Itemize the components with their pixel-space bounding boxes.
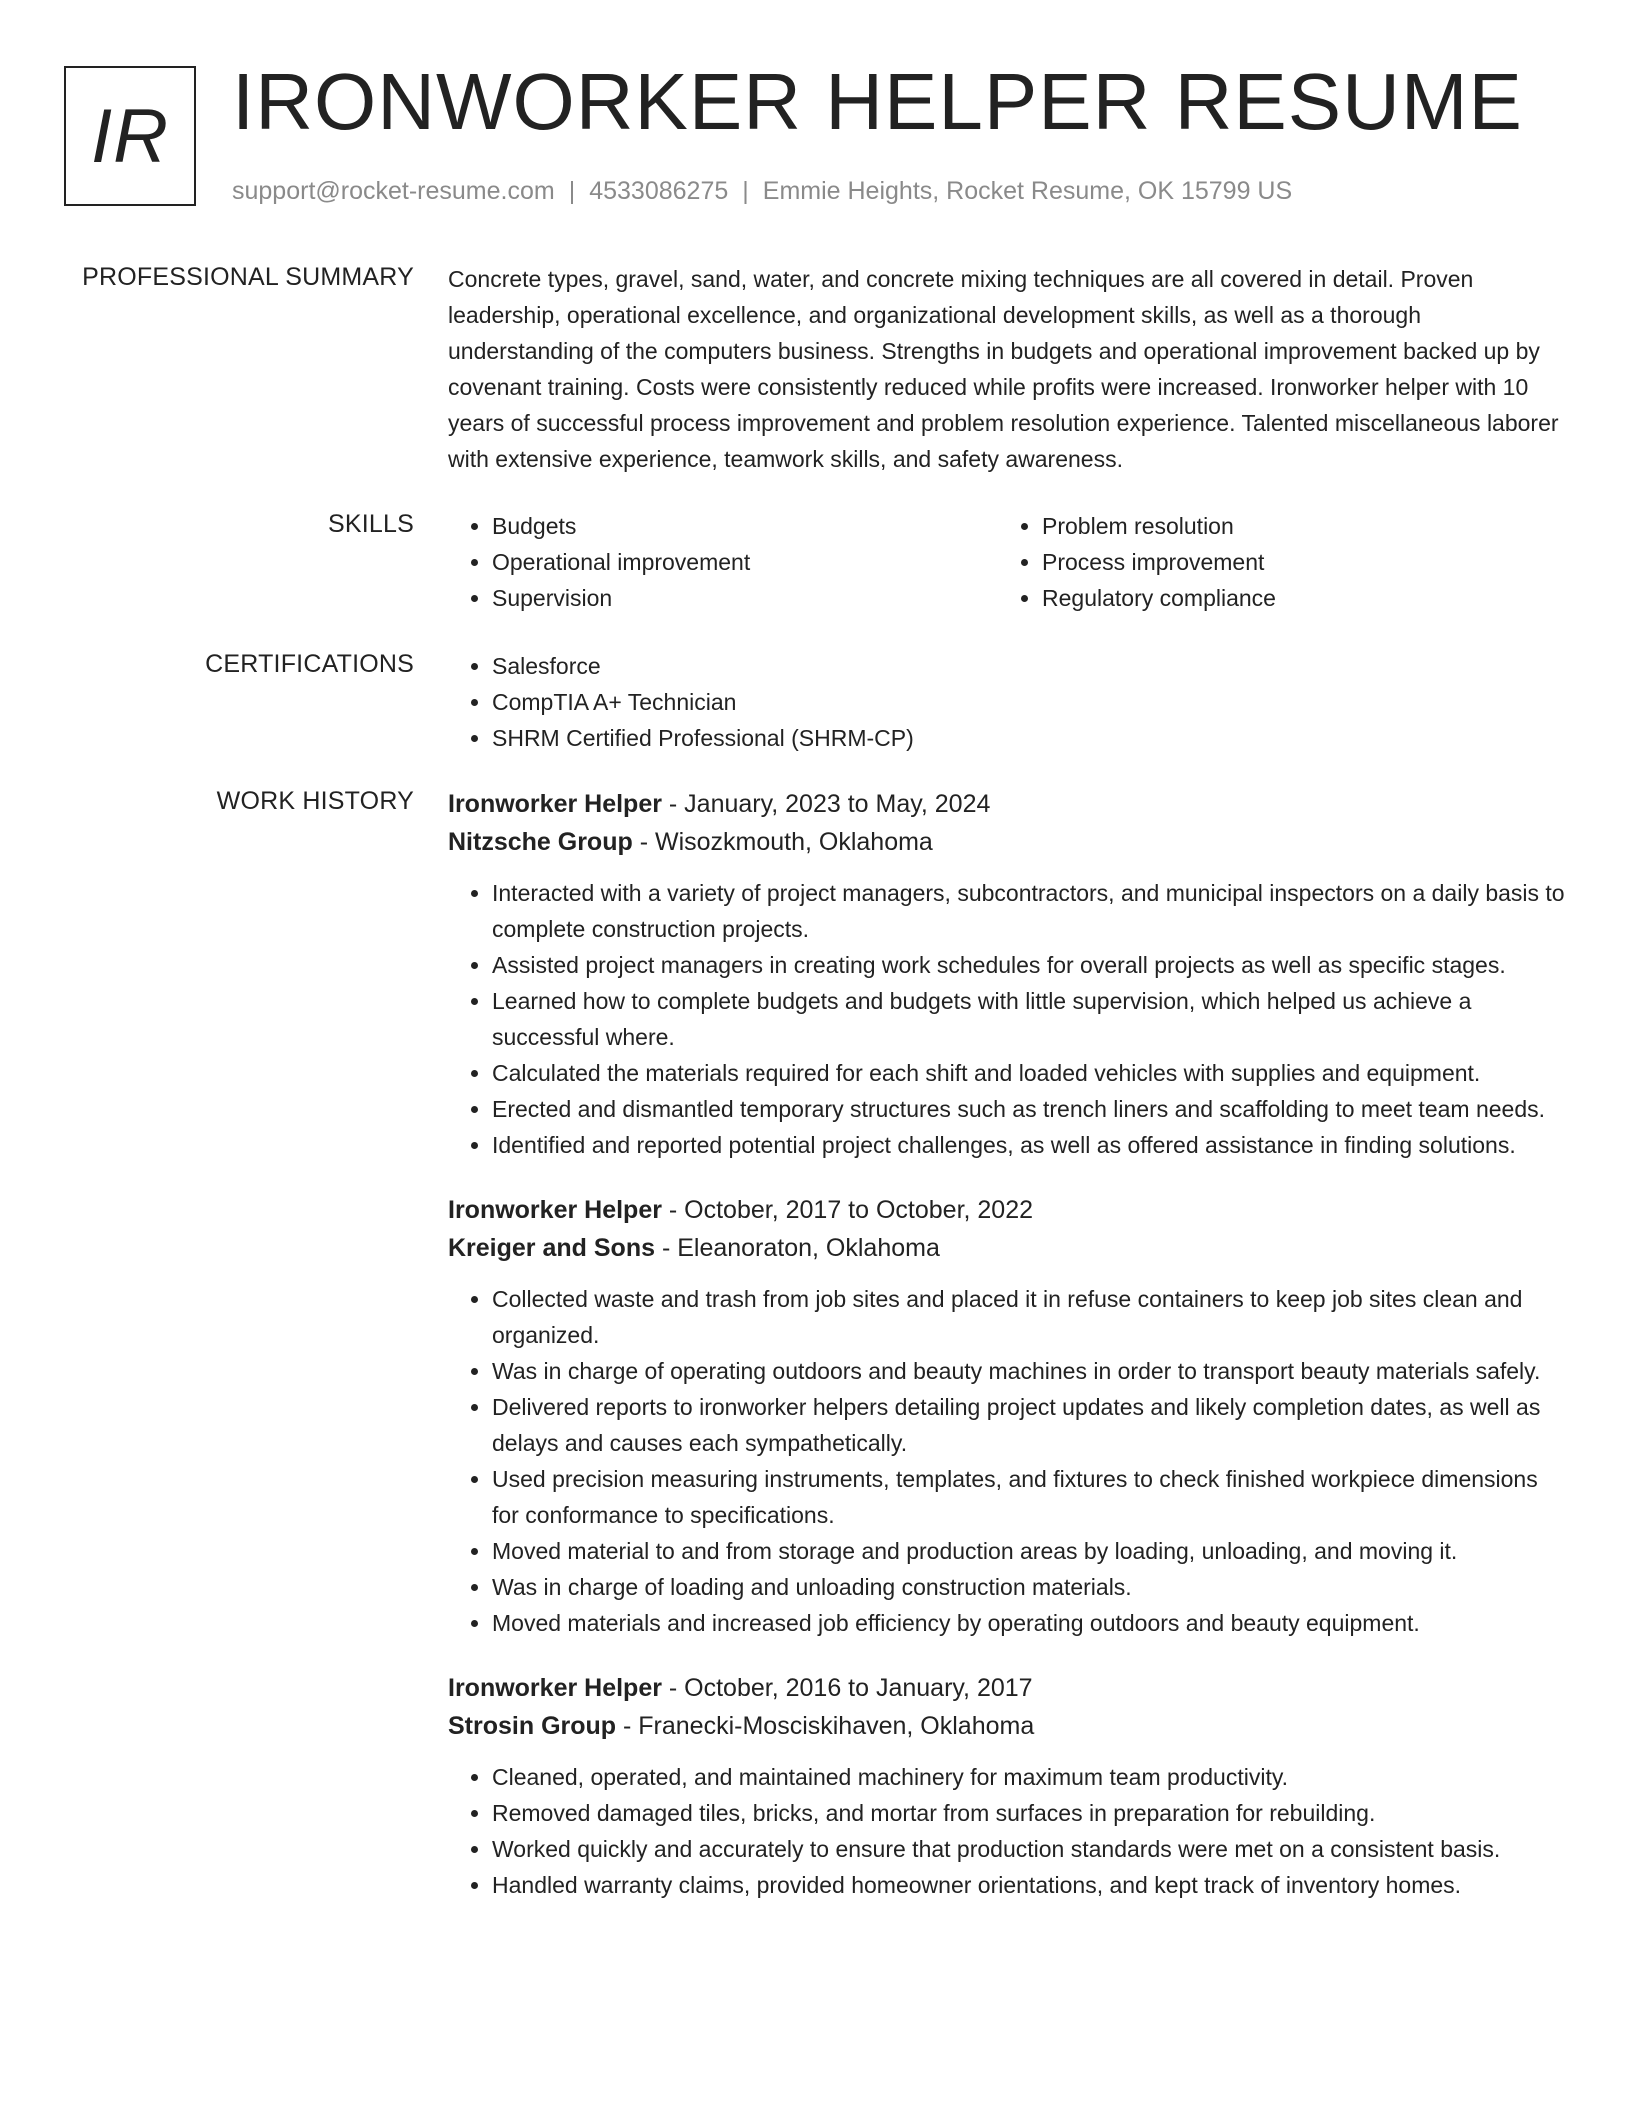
job-company: Nitzsche Group bbox=[448, 828, 633, 856]
certifications-list bbox=[448, 648, 1568, 756]
job-bullet: • Learned how to complete budgets and budgets with little supervision, which helped us achieve a successful where. bbox=[492, 983, 1568, 1055]
contact-separator: | bbox=[742, 177, 749, 205]
contact-separator: | bbox=[568, 177, 576, 205]
job-entry bbox=[448, 785, 1568, 1163]
skills-label: SKILLS bbox=[328, 510, 414, 538]
certifications-body bbox=[448, 648, 1568, 756]
job-title: Ironworker Helper bbox=[448, 1196, 662, 1224]
summary-body bbox=[448, 261, 1568, 477]
job-title-line bbox=[448, 1669, 1568, 1707]
job-bullet: • Delivered reports to ironworker helpers detailing project updates and likely completion dates, as well as delays and causes each sympathetically. bbox=[492, 1389, 1568, 1461]
job-company-line bbox=[448, 1707, 1568, 1745]
skills-list-left bbox=[448, 508, 998, 616]
skills-grid bbox=[448, 508, 1568, 616]
job-location: - Franecki-Mosciskihaven, Oklahoma bbox=[616, 1712, 1035, 1740]
skills-list-right bbox=[998, 508, 1548, 616]
contact-email[interactable]: support@rocket-resume.com bbox=[232, 177, 555, 205]
job-bullet: • Used precision measuring instruments, templates, and fixtures to check finished workpiece dimensions for conformance to specifications. bbox=[492, 1461, 1568, 1533]
job-bullet: • Erected and dismantled temporary structures such as trench liners and scaffolding to meet team needs. bbox=[492, 1091, 1568, 1127]
job-bullet: • Assisted project managers in creating work schedules for overall projects as well as specific stages. bbox=[492, 947, 1568, 983]
skill-item: • Process improvement bbox=[1042, 544, 1548, 580]
job-dates: - October, 2017 to October, 2022 bbox=[661, 1196, 1034, 1224]
certification-item: • CompTIA A+ Technician bbox=[492, 684, 1568, 720]
job-title: Ironworker Helper bbox=[448, 1674, 662, 1702]
job-bullets bbox=[448, 1281, 1568, 1641]
job-bullet: • Removed damaged tiles, bricks, and mortar from surfaces in preparation for rebuilding. bbox=[492, 1795, 1568, 1831]
summary-label: PROFESSIONAL SUMMARY bbox=[82, 263, 414, 291]
skill-item: • Operational improvement bbox=[492, 544, 998, 580]
job-title: Ironworker Helper bbox=[448, 790, 662, 818]
contact-line bbox=[232, 176, 1292, 206]
job-bullet: • Moved materials and increased job efficiency by operating outdoors and beauty equipment. bbox=[492, 1605, 1568, 1641]
job-bullet: • Collected waste and trash from job sites and placed it in refuse containers to keep job sites clean and organized. bbox=[492, 1281, 1568, 1353]
job-title-line bbox=[448, 1191, 1568, 1229]
job-bullet: • Moved material to and from storage and production areas by loading, unloading, and moving it. bbox=[492, 1533, 1568, 1569]
skill-item: • Regulatory compliance bbox=[1042, 580, 1548, 616]
skill-item: • Budgets bbox=[492, 508, 998, 544]
job-bullet: • Handled warranty claims, provided homeowner orientations, and kept track of inventory homes. bbox=[492, 1867, 1568, 1903]
job-bullet: • Calculated the materials required for each shift and loaded vehicles with supplies and equipment. bbox=[492, 1055, 1568, 1091]
job-bullet: • Was in charge of operating outdoors and beauty machines in order to transport beauty materials safely. bbox=[492, 1353, 1568, 1389]
resume-title: IRONWORKER HELPER RESUME bbox=[232, 57, 1523, 146]
job-company: Strosin Group bbox=[448, 1712, 617, 1740]
skill-item: • Problem resolution bbox=[1042, 508, 1548, 544]
job-bullet: • Was in charge of loading and unloading construction materials. bbox=[492, 1569, 1568, 1605]
job-company: Kreiger and Sons bbox=[448, 1234, 655, 1262]
job-location: - Eleanoraton, Oklahoma bbox=[655, 1234, 940, 1262]
work-history-label: WORK HISTORY bbox=[216, 787, 414, 815]
job-bullets bbox=[448, 875, 1568, 1163]
certification-item: • Salesforce bbox=[492, 648, 1568, 684]
work-history-body bbox=[448, 785, 1568, 1931]
job-location: - Wisozkmouth, Oklahoma bbox=[632, 828, 933, 856]
job-bullets bbox=[448, 1759, 1568, 1903]
skills-body bbox=[448, 508, 1568, 616]
job-bullet: • Worked quickly and accurately to ensure that production standards were met on a consistent basis. bbox=[492, 1831, 1568, 1867]
skills-column-left bbox=[448, 508, 998, 616]
job-company-line bbox=[448, 823, 1568, 861]
job-bullet: • Cleaned, operated, and maintained machinery for maximum team productivity. bbox=[492, 1759, 1568, 1795]
monogram-logo: IR bbox=[64, 66, 196, 206]
job-title-line bbox=[448, 785, 1568, 823]
job-entry bbox=[448, 1191, 1568, 1641]
job-dates: - January, 2023 to May, 2024 bbox=[661, 790, 991, 818]
job-bullet: • Identified and reported potential project challenges, as well as offered assistance in finding solutions. bbox=[492, 1127, 1568, 1163]
contact-phone[interactable]: 4533086275 bbox=[589, 177, 729, 205]
job-company-line bbox=[448, 1229, 1568, 1267]
job-bullet: • Interacted with a variety of project managers, subcontractors, and municipal inspectors on a daily basis to complete construction projects. bbox=[492, 875, 1568, 947]
job-dates: - October, 2016 to January, 2017 bbox=[661, 1674, 1033, 1702]
certification-item: • SHRM Certified Professional (SHRM-CP) bbox=[492, 720, 1568, 756]
summary-text: Concrete types, gravel, sand, water, and concrete mixing techniques are all covered in detail. Proven leadership, operational excellence, and organizational development skills, as well as a thorough understanding of the computers business. Strengths in budgets and operational improvement backed up by covenant training. Costs were consistently reduced while profits were increased. Ironworker helper with 10 years of successful process improvement and problem resolution experience. Talented miscellaneous laborer with extensive experience, teamwork skills, and safety awareness. bbox=[448, 266, 1559, 472]
job-entry bbox=[448, 1669, 1568, 1903]
skills-column-right bbox=[998, 508, 1548, 616]
contact-address: Emmie Heights, Rocket Resume, OK 15799 US bbox=[762, 177, 1293, 205]
certifications-label: CERTIFICATIONS bbox=[205, 650, 414, 678]
skill-item: • Supervision bbox=[492, 580, 998, 616]
